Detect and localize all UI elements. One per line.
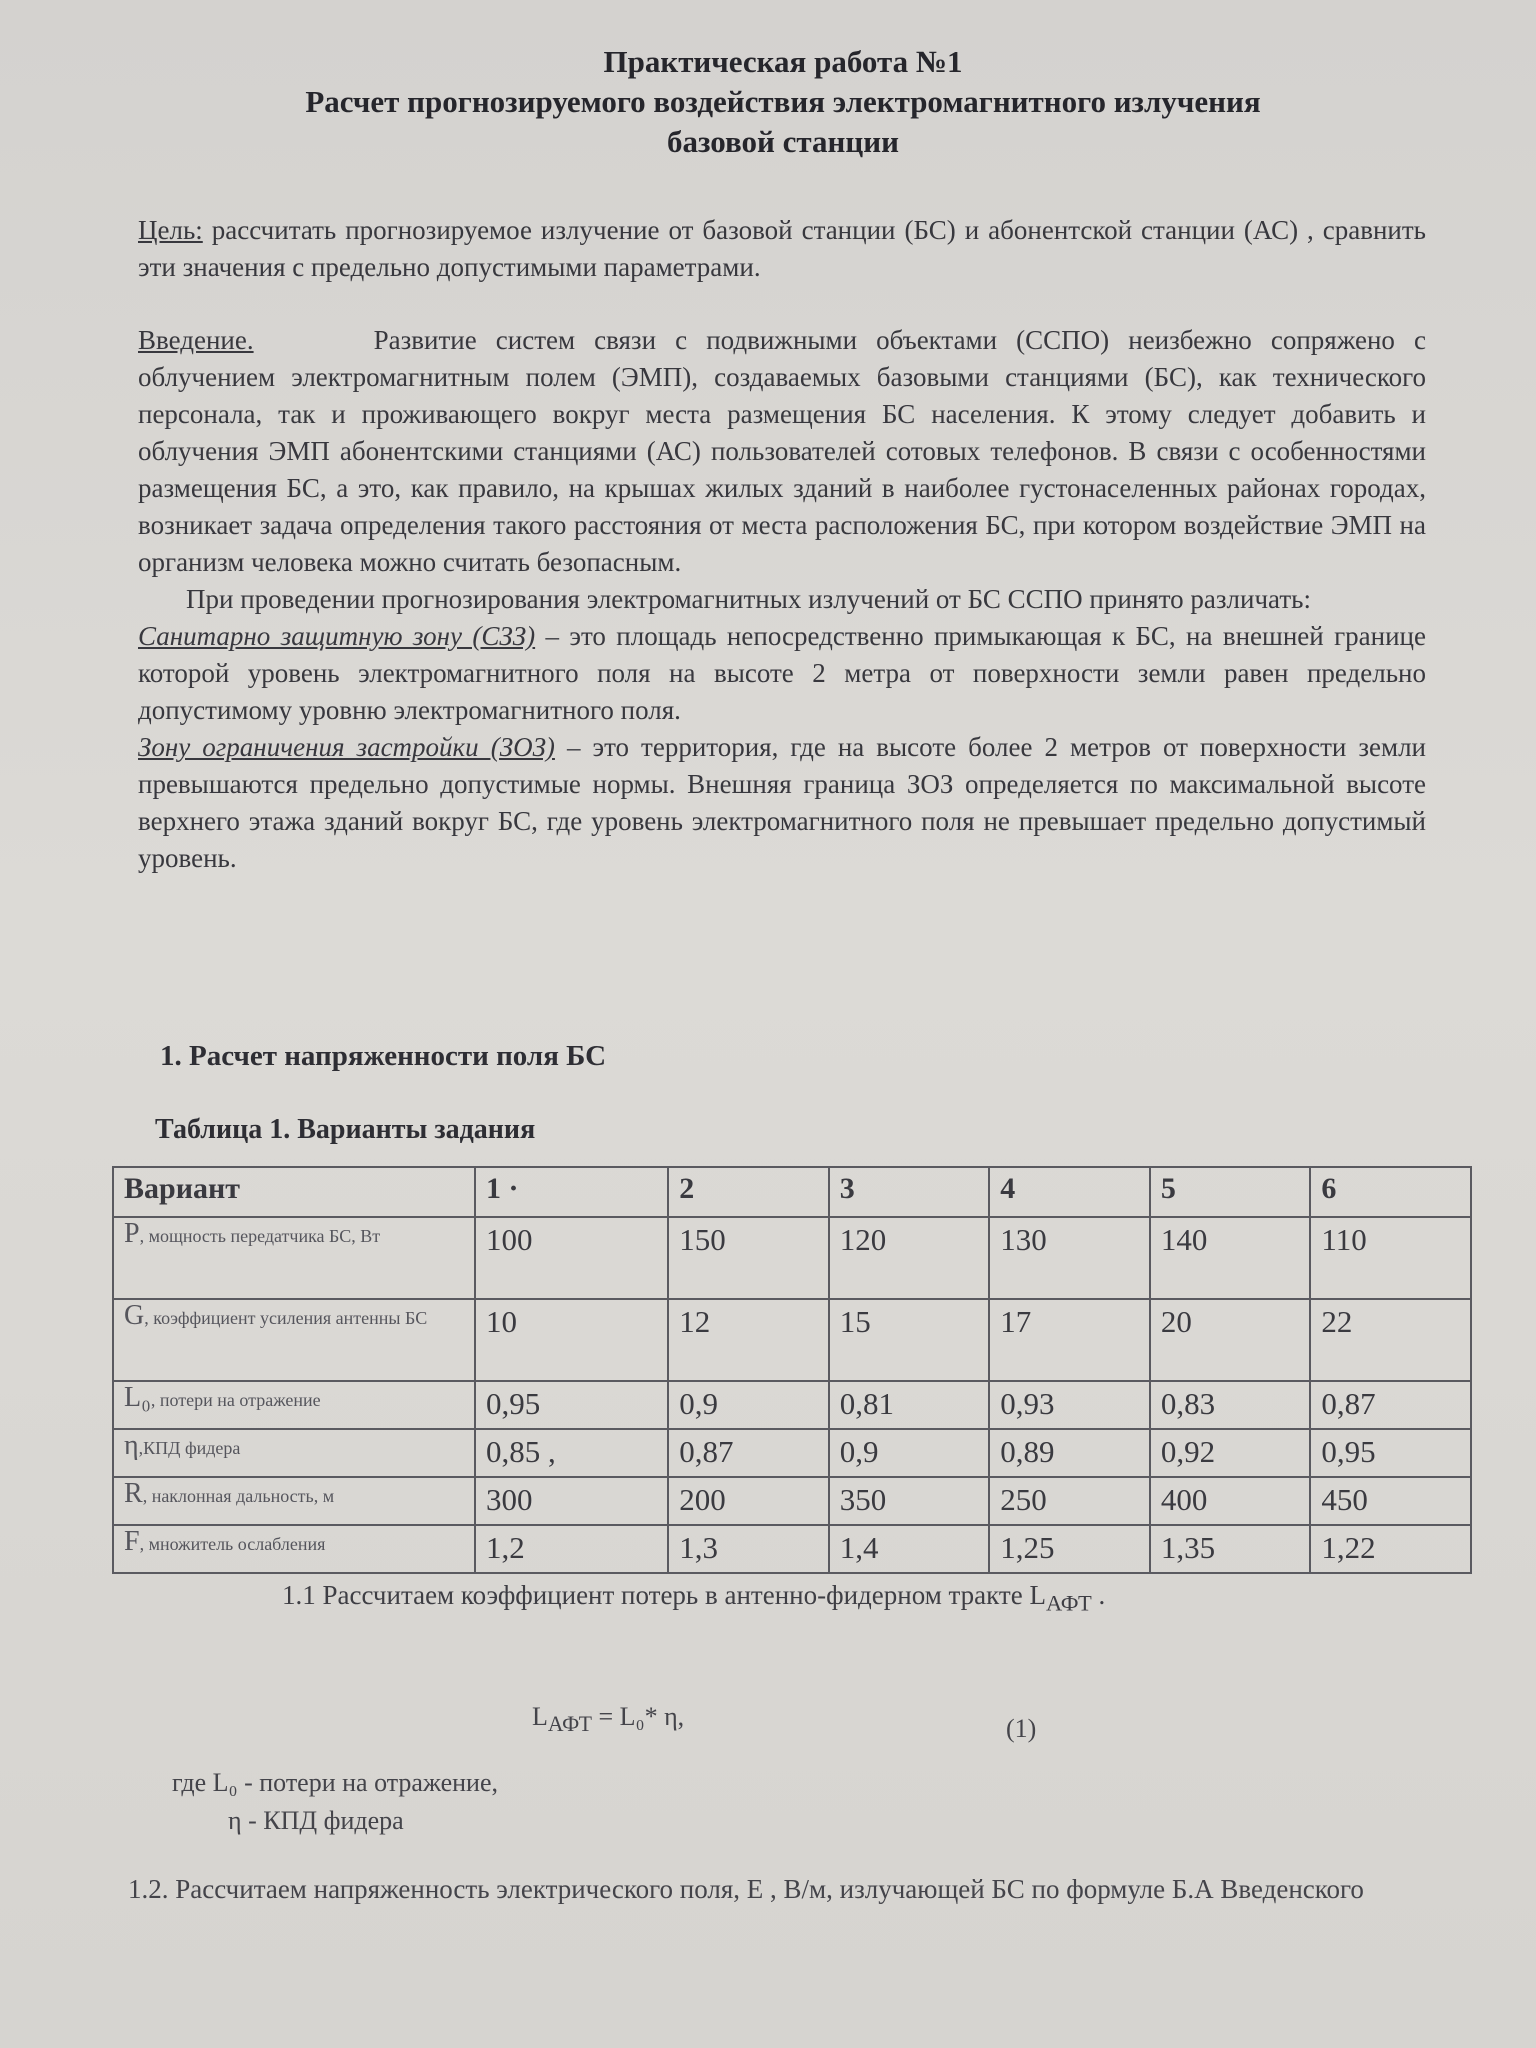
step-1-text <box>282 1580 1105 1616</box>
row-label <box>113 1299 475 1381</box>
table-caption: Таблица 1. Варианты задания <box>155 1114 536 1145</box>
intro-text: Развитие систем связи с подвижными объектами (ССПО) неизбежно сопряжено с облучением электромагнитным полем (ЭМП), создаваемых базовыми станциями (БС), как технического персонала, так и проживающего вокруг места размещения БС населения. К этому следует добавить и облучения ЭМП абонентскими станциями (АС) пользователей сотовых телефонов. В связи с особенностями размещения БС, а это, как правило, на крышах жилых зданий в наиболее густонаселенных районах городах, возникает задача определения такого расстояния от места расположения БС, при котором воздействие ЭМП на организм человека можно считать безопасным. <box>138 325 1426 577</box>
row-label <box>113 1525 475 1573</box>
table-cell: 300 <box>475 1477 668 1525</box>
table-cell: 1,22 <box>1310 1525 1471 1573</box>
row-label <box>113 1217 475 1299</box>
title-line-1: Практическая работа №1 <box>603 44 963 79</box>
formula-rhs: = L₀* η, <box>591 1702 685 1731</box>
column-header: 6 <box>1310 1167 1471 1217</box>
step-1-subscript: АФТ <box>1045 1590 1092 1616</box>
column-header: 1 · <box>475 1167 668 1217</box>
row-symbol: G <box>124 1300 145 1331</box>
table-cell: 0,89 <box>989 1429 1150 1477</box>
intro-label: Введение. <box>138 325 254 355</box>
szz-definition <box>138 618 1426 729</box>
table-cell: 1,4 <box>829 1525 990 1573</box>
table-cell: 350 <box>829 1477 990 1525</box>
table-cell: 0,83 <box>1150 1381 1311 1429</box>
table-cell: 140 <box>1150 1217 1311 1299</box>
distinguish-text: При проведении прогнозирования электромагнитных излучений от БС ССПО принято различать: <box>186 584 1311 614</box>
table-cell: 200 <box>668 1477 829 1525</box>
table-cell: 17 <box>989 1299 1150 1381</box>
table-cell: 0,9 <box>668 1381 829 1429</box>
table-row <box>113 1381 1471 1429</box>
row-symbol: L₀ <box>124 1382 151 1413</box>
table-cell: 250 <box>989 1477 1150 1525</box>
row-label <box>113 1477 475 1525</box>
table-cell: 12 <box>668 1299 829 1381</box>
zoz-label: Зону ограничения застройки (ЗОЗ) <box>138 732 555 762</box>
table-cell: 10 <box>475 1299 668 1381</box>
header-label: Вариант <box>113 1167 475 1217</box>
table-row <box>113 1217 1471 1299</box>
table-cell: 0,87 <box>668 1429 829 1477</box>
table-cell: 1,3 <box>668 1525 829 1573</box>
table-cell: 15 <box>829 1299 990 1381</box>
row-symbol: R <box>124 1478 143 1509</box>
section-heading: 1. Расчет напряженности поля БС <box>160 1040 607 1072</box>
row-symbol: F <box>124 1526 140 1557</box>
formula-1 <box>532 1702 684 1737</box>
table-cell: 0,85 , <box>475 1429 668 1477</box>
table-cell: 100 <box>475 1217 668 1299</box>
szz-text: – это площадь непосредственно примыкающая к БС, на внешней границе которой уровень электромагнитного поля на высоте 2 метра от поверхности земли равен предельно допустимому уровню электромагнитного поля. <box>138 621 1426 725</box>
variants-table <box>112 1166 1472 1574</box>
goal-paragraph <box>138 212 1426 286</box>
page-title <box>150 42 1416 162</box>
title-line-2: Расчет прогнозируемого воздействия электромагнитного излучения <box>305 84 1261 119</box>
table-cell: 1,25 <box>989 1525 1150 1573</box>
table-row <box>113 1477 1471 1525</box>
row-description: , множитель ослабления <box>139 1534 326 1554</box>
szz-label: Санитарно защитную зону (СЗЗ) <box>138 621 536 651</box>
table-cell: 0,92 <box>1150 1429 1311 1477</box>
intro-paragraph <box>138 322 1426 581</box>
step-1-end: . <box>1091 1580 1106 1610</box>
table-cell: 400 <box>1150 1477 1311 1525</box>
table-cell: 450 <box>1310 1477 1471 1525</box>
table-cell: 0,81 <box>829 1381 990 1429</box>
table-cell: 150 <box>668 1217 829 1299</box>
column-header: 5 <box>1150 1167 1311 1217</box>
row-description: , потери на отражение <box>150 1390 321 1410</box>
intro-section <box>138 322 1426 877</box>
table-cell: 0,87 <box>1310 1381 1471 1429</box>
row-description: , наклонная дальность, м <box>142 1486 335 1506</box>
row-label <box>113 1429 475 1477</box>
row-description: ,КПД фидера <box>138 1438 241 1458</box>
column-header: 4 <box>989 1167 1150 1217</box>
row-symbol: η <box>124 1430 139 1461</box>
formula-legend <box>172 1764 498 1840</box>
goal-label: Цель: <box>138 215 203 245</box>
table-cell: 0,9 <box>829 1429 990 1477</box>
row-description: , мощность передатчика БС, Вт <box>139 1226 381 1246</box>
table-cell: 22 <box>1310 1299 1471 1381</box>
legend-line-2: η - КПД фидера <box>228 1806 404 1835</box>
table-cell: 0,93 <box>989 1381 1150 1429</box>
table-cell: 0,95 <box>1310 1429 1471 1477</box>
distinguish-paragraph <box>138 581 1426 618</box>
table-cell: 130 <box>989 1217 1150 1299</box>
formula-lhs-subscript: АФТ <box>547 1712 592 1737</box>
zoz-text: – это территория, где на высоте более 2 метров от поверхности земли превышаются предельно допустимые нормы. Внешняя граница ЗОЗ определяется по максимальной высоте верхнего этажа зданий вокруг БС, где уровень электромагнитного поля не превышает предельно допустимый уровень. <box>138 732 1426 873</box>
formula-number: (1) <box>1006 1714 1037 1743</box>
column-header: 2 <box>668 1167 829 1217</box>
table-cell: 110 <box>1310 1217 1471 1299</box>
title-line-3: базовой станции <box>667 124 899 159</box>
column-header: 3 <box>829 1167 990 1217</box>
step-2-text: 1.2. Рассчитаем напряженность электрического поля, Е , В/м, излучающей БС по формуле Б.А Введенского <box>128 1874 1364 1904</box>
row-label <box>113 1381 475 1429</box>
table-cell: 0,95 <box>475 1381 668 1429</box>
table-cell: 1,35 <box>1150 1525 1311 1573</box>
zoz-definition <box>138 729 1426 877</box>
table-cell: 120 <box>829 1217 990 1299</box>
table-row <box>113 1525 1471 1573</box>
row-description: , коэффициент усиления антенны БС <box>144 1308 428 1328</box>
goal-text: рассчитать прогнозируемое излучение от базовой станции (БС) и абонентской станции (АС) , сравнить эти значения с предельно допустимыми параметрами. <box>138 215 1426 282</box>
table-cell: 1,2 <box>475 1525 668 1573</box>
table-header-row <box>113 1167 1471 1217</box>
step-1-main: 1.1 Рассчитаем коэффициент потерь в антенно-фидерном тракте L <box>282 1580 1046 1610</box>
table-cell: 20 <box>1150 1299 1311 1381</box>
legend-line-1: где L₀ - потери на отражение, <box>172 1768 498 1797</box>
formula-lhs: L <box>532 1702 548 1731</box>
table-row <box>113 1429 1471 1477</box>
table-row <box>113 1299 1471 1381</box>
row-symbol: P <box>124 1218 140 1249</box>
